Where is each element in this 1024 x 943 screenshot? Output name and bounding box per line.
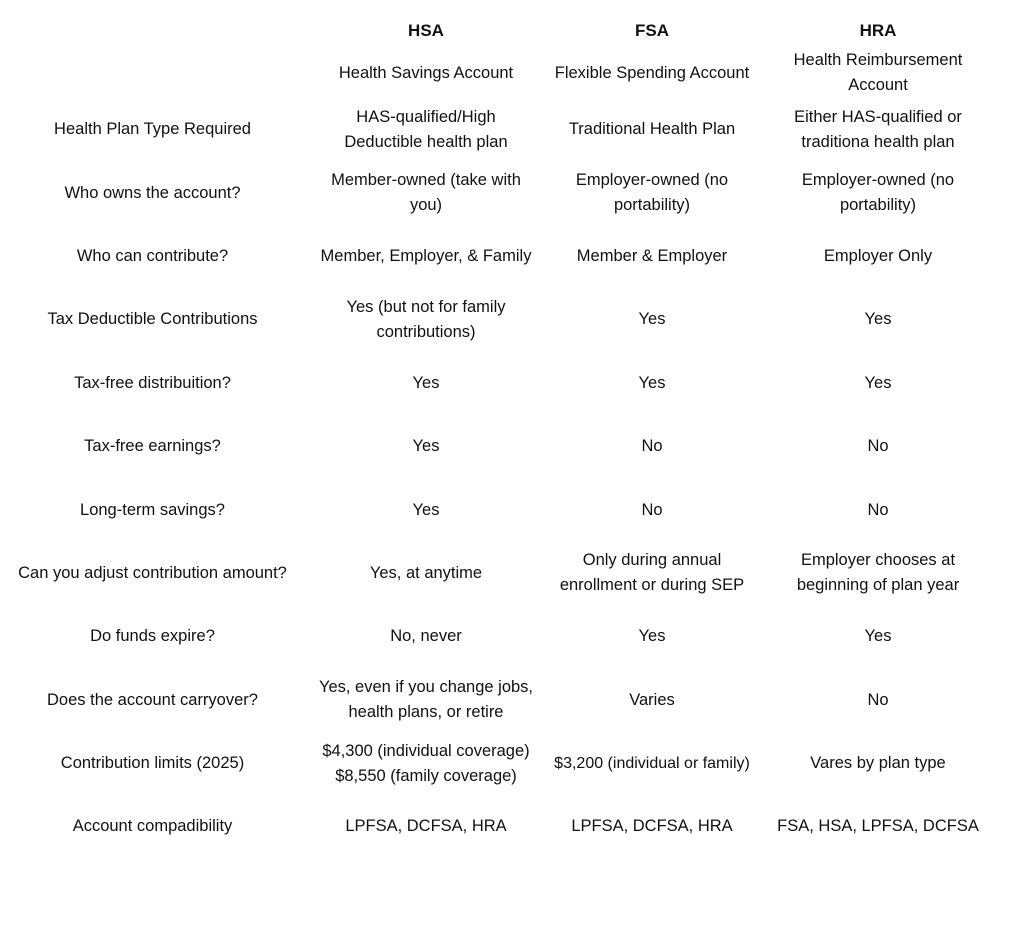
cell-hsa: No, never xyxy=(390,627,462,646)
table-row xyxy=(0,415,999,478)
row-label: Health Plan Type Required xyxy=(54,120,251,139)
cell-fsa: No xyxy=(641,437,663,456)
table-row xyxy=(0,288,999,351)
table-row xyxy=(0,98,999,161)
row-label: Does the account carryover? xyxy=(47,690,258,709)
table-row xyxy=(0,542,999,605)
cell-fsa: Only during annual enrollment or during SEP xyxy=(559,551,745,595)
cell-fsa: Employer-owned (no portability) xyxy=(575,171,729,215)
row-label: Tax-free earnings? xyxy=(84,437,221,456)
column-fullname-hra: Health Reimbursement Account xyxy=(793,51,963,94)
cell-hsa: Yes xyxy=(412,500,440,519)
row-label: Do funds expire? xyxy=(90,627,215,646)
cell-fsa: Varies xyxy=(629,690,675,709)
cell-hra: No xyxy=(867,500,889,519)
table-row xyxy=(0,795,999,858)
cell-hsa: Yes xyxy=(412,373,440,392)
table-row xyxy=(0,605,999,668)
column-fullname-hsa: Health Savings Account xyxy=(338,63,514,82)
column-header-fsa: FSA xyxy=(635,20,669,40)
cell-hra: Either HAS-qualified or traditiona health plan xyxy=(794,107,962,151)
cell-hra: FSA, HSA, LPFSA, DCFSA xyxy=(777,817,979,836)
cell-fsa: Member & Employer xyxy=(576,246,728,265)
row-label: Contribution limits (2025) xyxy=(60,754,245,773)
cell-hsa: LPFSA, DCFSA, HRA xyxy=(345,817,507,836)
cell-hsa: Yes, even if you change jobs, health plans, or retire xyxy=(318,678,534,722)
column-fullname-fsa: Flexible Spending Account xyxy=(554,63,750,82)
cell-hra: No xyxy=(867,437,889,456)
cell-fsa: LPFSA, DCFSA, HRA xyxy=(571,817,733,836)
column-header-hsa: HSA xyxy=(408,20,444,40)
cell-fsa: Yes xyxy=(638,310,666,329)
cell-hsa: Member-owned (take with you) xyxy=(331,171,521,215)
cell-fsa: Yes xyxy=(638,627,666,646)
table-row xyxy=(0,478,999,541)
row-label: Who can contribute? xyxy=(76,246,229,265)
cell-hra: Yes xyxy=(864,310,892,329)
cell-fsa: $3,200 (individual or family) xyxy=(554,755,750,773)
header-corner-2 xyxy=(0,48,305,98)
row-label: Who owns the account? xyxy=(64,183,241,202)
cell-hsa: Yes (but not for family contributions) xyxy=(346,297,506,341)
cell-hsa: Yes, at anytime xyxy=(369,563,483,582)
table-row xyxy=(0,669,999,732)
cell-hra: Employer chooses at beginning of plan year xyxy=(796,551,960,595)
row-label: Tax-free distribuition? xyxy=(74,373,231,392)
header-abbr-row xyxy=(0,12,999,48)
row-label: Tax Deductible Contributions xyxy=(47,310,258,329)
cell-hra: Employer-owned (no portability) xyxy=(801,171,955,215)
header-full-row xyxy=(0,48,999,98)
table-row xyxy=(0,161,999,224)
cell-hsa: HAS-qualified/High Deductible health plan xyxy=(344,107,508,151)
account-comparison-table xyxy=(0,12,999,859)
cell-hra: Yes xyxy=(864,373,892,392)
table-row xyxy=(0,732,999,795)
cell-hra: Vares by plan type xyxy=(810,754,946,773)
cell-fsa: Traditional Health Plan xyxy=(568,120,736,139)
header-corner xyxy=(0,12,305,48)
cell-hra: No xyxy=(867,690,889,709)
cell-hsa: $4,300 (individual coverage) $8,550 (family coverage) xyxy=(322,741,530,785)
cell-hsa: Member, Employer, & Family xyxy=(320,246,532,265)
cell-hsa: Yes xyxy=(412,437,440,456)
table-row xyxy=(0,225,999,288)
cell-fsa: No xyxy=(641,500,663,519)
cell-hra: Yes xyxy=(864,627,892,646)
row-label: Account compadibility xyxy=(72,817,233,836)
cell-fsa: Yes xyxy=(638,373,666,392)
column-header-hra: HRA xyxy=(859,20,897,40)
table-row xyxy=(0,352,999,415)
row-label: Can you adjust contribution amount? xyxy=(18,563,287,582)
row-label: Long-term savings? xyxy=(80,500,225,519)
cell-hra: Employer Only xyxy=(823,246,933,265)
